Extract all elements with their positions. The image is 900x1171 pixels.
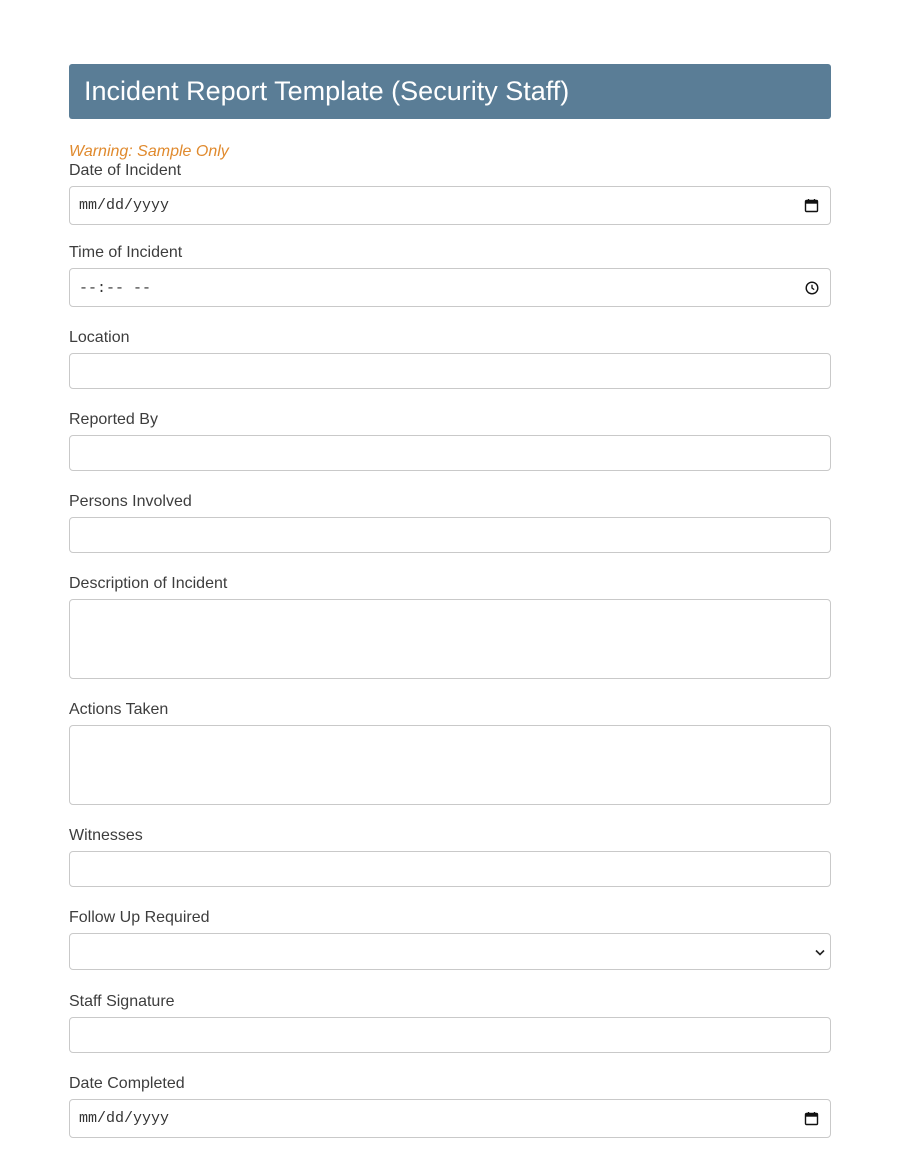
- description-field[interactable]: [69, 599, 831, 679]
- actions-taken-textarea[interactable]: [70, 726, 830, 804]
- date-completed-label: Date Completed: [69, 1075, 185, 1092]
- calendar-icon[interactable]: [804, 198, 819, 218]
- follow-up-required-label: Follow Up Required: [69, 909, 210, 926]
- chevron-down-icon[interactable]: [813, 946, 827, 964]
- witnesses-input[interactable]: [70, 852, 830, 886]
- date-completed-placeholder: mm/dd/yyyy: [79, 1110, 170, 1127]
- actions-taken-field[interactable]: [69, 725, 831, 805]
- date-of-incident-label: Date of Incident: [69, 162, 182, 179]
- witnesses-label: Witnesses: [69, 827, 143, 844]
- persons-involved-field[interactable]: [69, 517, 831, 553]
- form-title: Incident Report Template (Security Staff): [69, 64, 831, 119]
- date-of-incident-placeholder: mm/dd/yyyy: [79, 197, 170, 214]
- actions-taken-label: Actions Taken: [69, 701, 169, 718]
- reported-by-label: Reported By: [69, 411, 158, 428]
- incident-report-form: [69, 64, 831, 1138]
- date-completed-input[interactable]: [69, 1099, 831, 1138]
- location-label: Location: [69, 329, 130, 346]
- description-textarea[interactable]: [70, 600, 830, 678]
- witnesses-field[interactable]: [69, 851, 831, 887]
- staff-signature-input[interactable]: [70, 1018, 830, 1052]
- persons-involved-label: Persons Involved: [69, 493, 192, 510]
- follow-up-required-select[interactable]: [69, 933, 831, 970]
- location-field[interactable]: [69, 353, 831, 389]
- reported-by-input[interactable]: [70, 436, 830, 470]
- time-of-incident-label: Time of Incident: [69, 244, 183, 261]
- calendar-icon[interactable]: [804, 1111, 819, 1131]
- date-of-incident-input[interactable]: [69, 186, 831, 225]
- time-of-incident-input[interactable]: [69, 268, 831, 307]
- location-input[interactable]: [70, 354, 830, 388]
- warning-text: Warning: Sample Only: [69, 143, 229, 160]
- reported-by-field[interactable]: [69, 435, 831, 471]
- persons-involved-input[interactable]: [70, 518, 830, 552]
- clock-icon[interactable]: [805, 281, 819, 300]
- time-of-incident-placeholder: --:-- --: [79, 280, 152, 297]
- description-label: Description of Incident: [69, 575, 228, 592]
- staff-signature-field[interactable]: [69, 1017, 831, 1053]
- staff-signature-label: Staff Signature: [69, 993, 175, 1010]
